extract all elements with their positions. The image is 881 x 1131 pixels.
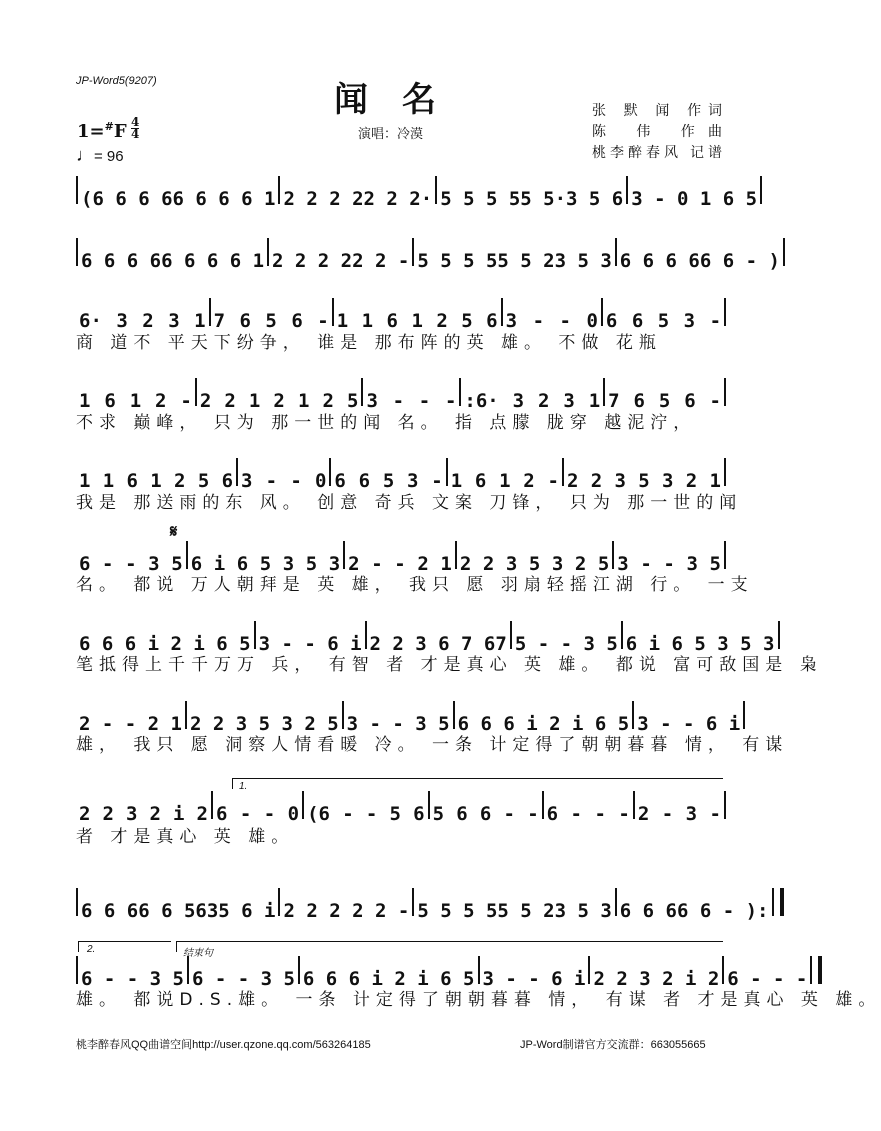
- measure: 6 6 6 i 2 i 6 5: [79, 633, 251, 655]
- composer-credit: 陈 伟 作曲: [592, 123, 722, 139]
- measure: 1 1 6 1 2 5 6: [79, 470, 234, 492]
- measure: 6 6 5 3 -: [334, 470, 443, 492]
- notation-row: [76, 232, 780, 272]
- measure: 6· 3 2 3 1: [79, 310, 206, 332]
- measure: 2 - 3 -: [637, 803, 721, 825]
- measure: 2 2 3 2 i 2: [593, 968, 720, 990]
- measure: 6 - - 3 5: [81, 968, 184, 990]
- measure: 6 6 66 6 5635 6 i: [81, 900, 276, 922]
- measure: 2 2 3 5 3 2 5: [459, 553, 610, 575]
- measure: 1 6 1 2 -: [79, 390, 192, 412]
- tempo-marking: [76, 145, 124, 166]
- measure: 5 5 5 55 5·3 5 6: [440, 188, 624, 210]
- quarter-note-icon: ♩: [76, 145, 94, 165]
- lyric-row: 雄。 都说D.S.雄。 一条 计定得了朝朝暮暮 情， 有谋 者 才是真心 英 雄。: [76, 990, 881, 1010]
- notation-row: [76, 292, 726, 332]
- volta-bracket-1: [232, 778, 723, 792]
- lyric-row: 者 才是真心 英 雄。: [76, 827, 295, 847]
- measure: 2 2 3 5 3 2 1: [566, 470, 721, 492]
- bar-line: [810, 956, 822, 984]
- measure: 3 - - 0: [241, 470, 327, 492]
- footer-source: 桃李醉春风QQ曲谱空间http://user.qzone.qq.com/563264185: [76, 1039, 371, 1051]
- measure: (6 6 6 66 6 6 6 1: [81, 188, 276, 210]
- measure: 2 2 1 2 1 2 5: [199, 390, 359, 412]
- lyric-row: 雄， 我只 愿 洞察人情看暖 冷。 一条 计定得了朝朝暮暮 情， 有谋: [76, 735, 789, 755]
- measure: 3 - 0 1 6 5: [631, 188, 758, 210]
- bar-line: [724, 458, 726, 486]
- measure: :6· 3 2 3 1: [464, 390, 601, 412]
- tempo-value: = 96: [94, 148, 124, 165]
- measure: 1 1 6 1 2 5 6: [336, 310, 498, 332]
- measure: 6 - - -: [546, 803, 630, 825]
- measure: 5 - - 3 5: [514, 633, 618, 655]
- volta-bracket-2: [78, 941, 171, 955]
- lyric-row: 名。 都说 万人朝拜是 英 雄， 我只 愿 羽扇轻摇江湖 行。 一支: [76, 575, 754, 595]
- measure: 6 6 6 66 6 6 6 1: [81, 250, 265, 272]
- measure: 2 - - 2 1: [348, 553, 452, 575]
- bar-line: [724, 298, 726, 326]
- lyric-row: 不求 巅峰， 只为 那一世的闻 名。 指 点朦 胧穿 越泥泞，: [76, 413, 697, 433]
- sharp-sign: #: [104, 120, 114, 133]
- measure: 3 - - 6 i: [482, 968, 586, 990]
- ending-label: 结束句: [183, 948, 213, 959]
- bar-line: [760, 176, 762, 204]
- measure: 3 - - 3 5: [346, 713, 450, 735]
- measure: 3 - - -: [366, 390, 457, 412]
- notation-row: [76, 695, 741, 735]
- ending-bracket: [176, 941, 723, 959]
- measure: 6 6 5 3 -: [605, 310, 722, 332]
- volta-label-2: 2.: [87, 944, 96, 955]
- measure: 2 - - 2 1: [79, 713, 182, 735]
- measure: 7 6 5 6 -: [213, 310, 329, 332]
- software-tag: JP-Word5(9207): [76, 75, 157, 87]
- measure: 6 - - -: [727, 968, 808, 990]
- notation-row: [76, 882, 769, 922]
- measure: 6 i 6 5 3 5 3: [190, 553, 341, 575]
- measure: 2 2 2 22 2 2·: [283, 188, 433, 210]
- volta-label-1: 1.: [239, 781, 248, 792]
- key-signature: [77, 120, 127, 142]
- measure: 3 - - 6 i: [258, 633, 362, 655]
- bar-line: [724, 791, 726, 819]
- measure: 2 2 3 6 7 67: [369, 633, 507, 655]
- lyric-row: 我是 那送雨的东 风。 创意 奇兵 文案 刀锋， 只为 那一世的闻: [76, 493, 743, 513]
- measure: 6 - - 3 5: [79, 553, 183, 575]
- bar-line: [724, 541, 726, 569]
- measure: 5 6 6 - -: [432, 803, 539, 825]
- lyric-row: 商 道不 平天下纷争， 谁是 那布阵的英 雄。 不做 花瓶: [76, 333, 662, 353]
- notation-row: [76, 372, 726, 412]
- bar-line: [783, 238, 785, 266]
- notation-row: [76, 615, 775, 655]
- measure: 3 - - 0: [505, 310, 598, 332]
- singer-credit: 演唱：冷漠: [358, 126, 424, 141]
- bar-line: [743, 701, 745, 729]
- measure: (6 - - 5 6: [307, 803, 425, 825]
- time-top: 4: [131, 115, 140, 129]
- notation-row: [76, 452, 726, 492]
- measure: 6 - - 3 5: [191, 968, 295, 990]
- segno-icon: 𝄋: [170, 522, 178, 542]
- measure: 6 i 6 5 3 5 3: [625, 633, 775, 655]
- measure: 6 6 6 i 2 i 6 5: [457, 713, 630, 735]
- lyric-row: 笔抵得上千千万万 兵， 有智 者 才是真心 英 雄。 都说 富可敌国是 枭: [76, 655, 823, 675]
- measure: 3 - - 6 i: [637, 713, 741, 735]
- song-title: 闻名: [334, 81, 470, 119]
- measure: 1 6 1 2 -: [450, 470, 559, 492]
- measure: 2 2 2 2 2 -: [283, 900, 410, 922]
- measure: 6 6 6 i 2 i 6 5: [302, 968, 475, 990]
- footer-group: JP-Word制谱官方交流群：663055665: [520, 1039, 706, 1051]
- transcriber-credit: 桃李醉春风 记谱: [592, 144, 722, 160]
- measure: 3 - - 3 5: [617, 553, 721, 575]
- measure: 2 2 3 2 i 2: [79, 803, 208, 825]
- measure: 6 6 6 66 6 - ): [619, 250, 780, 272]
- credits-block: [592, 100, 722, 163]
- key-note: F: [113, 121, 127, 142]
- measure: 2 2 2 22 2 -: [272, 250, 410, 272]
- measure: 7 6 5 6 -: [608, 390, 721, 412]
- bar-line: [778, 621, 780, 649]
- key-prefix: 1=: [77, 121, 105, 142]
- measure: 2 2 3 5 3 2 5: [189, 713, 339, 735]
- bar-line: [772, 888, 784, 916]
- measure: 5 5 5 55 5 23 5 3: [417, 900, 612, 922]
- measure: 6 6 66 6 - ):: [619, 900, 769, 922]
- notation-row: [76, 170, 758, 210]
- notation-row: [76, 950, 808, 990]
- measure: 5 5 5 55 5 23 5 3: [417, 250, 612, 272]
- measure: 6 - - 0: [215, 803, 300, 825]
- lyricist-credit: 张 默 闻 作词: [592, 102, 722, 118]
- time-signature: [131, 117, 139, 140]
- time-bottom: 4: [131, 127, 140, 141]
- bar-line: [724, 378, 726, 406]
- notation-row: [76, 785, 726, 825]
